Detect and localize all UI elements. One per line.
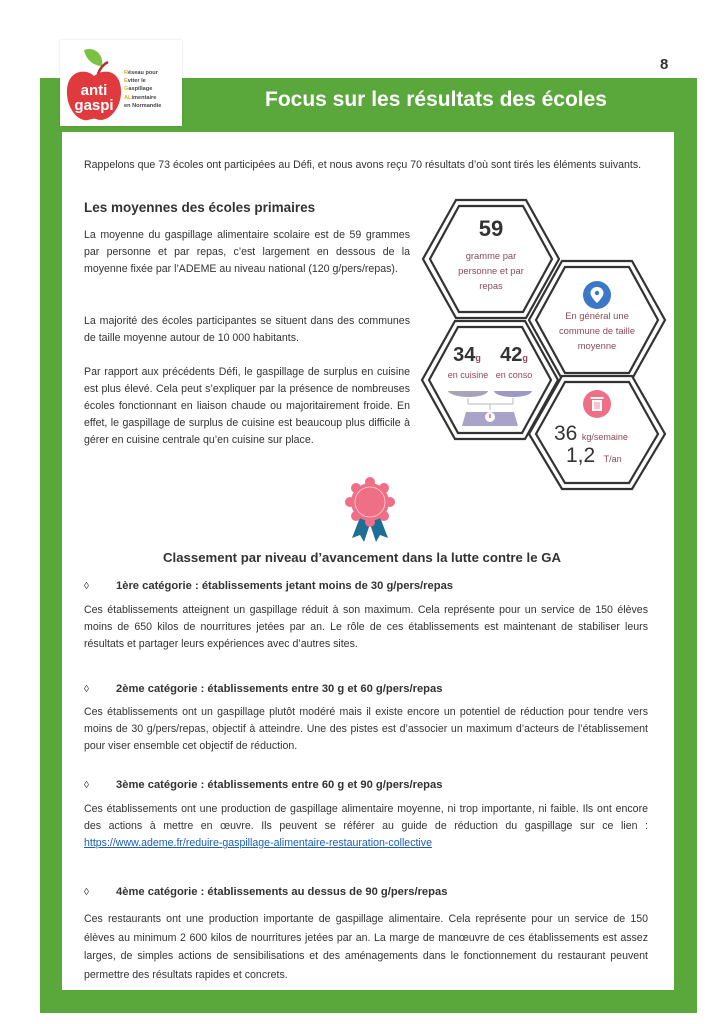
logo-initial: R bbox=[124, 70, 129, 76]
yearly-value: 1,2 bbox=[566, 444, 596, 467]
logo-line bbox=[124, 85, 161, 93]
category-4-body: Ces restaurants ont une production importante de gaspillage alimentaire. Cela représente pour un service de 150 élèves au minimum 2 600 kilos de nourritures jetées par an. La marge de manœuvre de ces établissements est assez larges, de simples actions de sensibilisations et des aménagements dans le fonctionnement du restaurant peuvent permettre des résultats rapides et concrets. bbox=[84, 913, 648, 981]
category-1-body: Ces établissements atteignent un gaspillage réduit à son maximum. Cela représente pour un service de 150 élèves moins de 650 kilos de nourritures jetées par an. Le rôle de ces établissements est maintenant de stabiliser leurs résultats et partager leurs expériences avec d’autres sites. bbox=[84, 604, 648, 650]
section-heading: Les moyennes des écoles primaires bbox=[84, 200, 316, 215]
yearly-waste bbox=[566, 444, 656, 468]
antigaspi-logo bbox=[60, 40, 182, 126]
diamond-bullet-icon: ◊ bbox=[84, 684, 89, 695]
diamond-bullet-icon: ◊ bbox=[84, 581, 89, 592]
category-3-text: Ces établissements ont une production de gaspillage alimentaire moyenne, ni trop importante, ni faible. Ils ont encore des actions à mettre en œuvre. Ils peuvent se référer au guide de réduction du gaspillage sur ce lien : bbox=[84, 803, 648, 832]
apple-logo-icon bbox=[64, 46, 124, 122]
logo-word: aspillage bbox=[128, 86, 153, 93]
kitchen-label: en cuisine bbox=[447, 370, 489, 380]
average-label: gramme par personne et par repas bbox=[458, 250, 524, 291]
category-label: 3ème catégorie bbox=[116, 779, 198, 791]
consumption-figure bbox=[492, 344, 536, 367]
paragraph-surplus: Par rapport aux précédents Défi, le gaspillage de surplus en cuisine est plus élevé. Cela peut s’expliquer par la présence de nombreuses écoles fonctionnant en liaison chaude ou majoritairement froide. En effet, le gaspillage de surplus de cuisine est beaucoup plus difficile à gérer en cuisine centrale qu’en cuisine sur place. bbox=[84, 366, 410, 446]
diamond-bullet-icon: ◊ bbox=[84, 887, 89, 898]
paragraph-average: La moyenne du gaspillage alimentaire scolaire est de 59 grammes par personne et par repas, c’est largement en dessous de la moyenne fixée par l’ADEME au niveau national (120 g/pers/repas). bbox=[84, 229, 410, 275]
category-label: 1ère catégorie bbox=[116, 580, 192, 592]
logo-word: en Normandie bbox=[124, 102, 162, 109]
consumption-label: en conso bbox=[495, 370, 533, 380]
ademe-guide-link[interactable]: https://www.ademe.fr/reduire-gaspillage-alimentaire-restauration-collective bbox=[84, 837, 432, 849]
logo-initial: AL bbox=[124, 94, 132, 101]
location-label: En général une commune de taille moyenne bbox=[558, 310, 636, 351]
average-value: 59 bbox=[478, 216, 504, 241]
category-criterion: : établissements entre 30 g et 60 g/pers/repas bbox=[197, 683, 443, 695]
logo-word: imentaire bbox=[131, 94, 157, 101]
logo-anti: anti bbox=[80, 82, 108, 99]
yearly-unit: T/an bbox=[603, 454, 622, 464]
category-label: 4ème catégorie bbox=[116, 886, 198, 898]
logo-word: éseau pour bbox=[128, 70, 158, 76]
page-title: Focus sur les résultats des écoles bbox=[265, 88, 607, 111]
logo-initial: G bbox=[124, 86, 129, 93]
logo-tagline bbox=[124, 69, 161, 110]
logo-line bbox=[124, 77, 161, 85]
logo-line bbox=[124, 102, 161, 110]
consumption-value: 42 bbox=[500, 344, 523, 366]
paragraph-communes: La majorité des écoles participantes se situent dans des communes de taille moyenne autour de 10 000 habitants. bbox=[84, 315, 410, 344]
logo-gaspi: gaspi bbox=[74, 97, 114, 114]
category-criterion: : établissements jetant moins de 30 g/pers/repas bbox=[191, 580, 454, 592]
consumption-unit: g bbox=[522, 353, 528, 363]
category-2-body: Ces établissements ont un gaspillage plutôt modéré mais il existe encore un potentiel de réduction pour tendre vers moins de 30 g/pers/repas, objectif à atteindre. Une des pistes est d’associer un maximum d’acteurs de l’établissement pour viser ensemble cet objectif de réduction. bbox=[84, 706, 648, 752]
diamond-bullet-icon: ◊ bbox=[84, 780, 89, 791]
category-2-heading bbox=[84, 683, 442, 695]
category-criterion: : établissements entre 60 g et 90 g/pers/repas bbox=[197, 779, 443, 791]
weekly-value: 36 bbox=[554, 422, 578, 445]
kitchen-unit: g bbox=[475, 353, 481, 363]
logo-line bbox=[124, 94, 161, 102]
category-3-body bbox=[84, 801, 648, 852]
ranking-title: Classement par niveau d’avancement dans la lutte contre le GA bbox=[163, 550, 561, 565]
logo-word: viter le bbox=[127, 78, 146, 85]
logo-initial: E bbox=[124, 78, 128, 85]
category-label: 2ème catégorie bbox=[116, 683, 198, 695]
category-1-heading bbox=[84, 580, 453, 592]
category-3-heading bbox=[84, 779, 442, 791]
page-number: 8 bbox=[660, 56, 669, 73]
weekly-unit: kg/semaine bbox=[581, 432, 628, 442]
award-rosette-icon bbox=[340, 476, 400, 546]
hexagon-infographic bbox=[418, 196, 670, 492]
category-4-heading bbox=[84, 886, 447, 898]
weekly-waste bbox=[554, 422, 664, 446]
logo-line bbox=[124, 69, 161, 77]
intro-paragraph: Rappelons que 73 écoles ont participées au Défi, et nous avons reçu 70 résultats d’où sont tirés les éléments suivants. bbox=[84, 159, 642, 171]
category-criterion: : établissements au dessus de 90 g/pers/repas bbox=[197, 886, 448, 898]
kitchen-figure bbox=[442, 344, 492, 367]
kitchen-value: 34 bbox=[453, 344, 476, 366]
